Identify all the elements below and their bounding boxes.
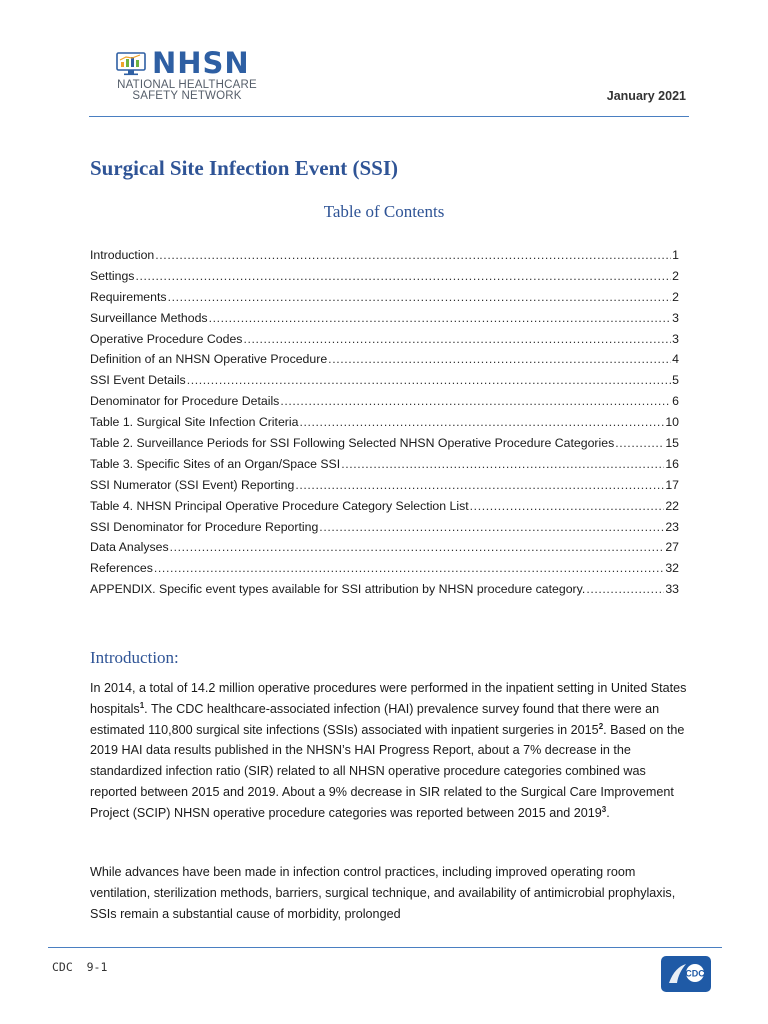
toc-entry-page: 3: [672, 310, 679, 325]
toc-dot-leader: [243, 329, 671, 350]
toc-dot-leader: [319, 517, 664, 538]
toc-dot-leader: [154, 558, 664, 579]
toc-dot-leader: [168, 287, 672, 308]
toc-entry-page: 22: [665, 498, 679, 513]
toc-entry-page: 33: [665, 582, 679, 597]
toc-entry[interactable]: [90, 349, 679, 370]
toc-entry-page: 16: [665, 456, 679, 471]
toc-entry[interactable]: [90, 391, 679, 412]
intro-text-b: . The CDC healthcare-associated infection (HAI) prevalence survey found that there were an estimated 110,800 surgical site infections (SSIs) associated with inpatient surgeries in 2015: [90, 701, 660, 737]
footer-divider: [48, 947, 722, 948]
toc-entry-label: Settings: [90, 268, 135, 283]
toc-entry-label: Table 4. NHSN Principal Operative Procedure Category Selection List: [90, 498, 469, 513]
monitor-chart-icon: [116, 52, 146, 76]
toc-entry-label: Definition of an NHSN Operative Procedure: [90, 352, 328, 367]
toc-entry-page: 5: [672, 373, 679, 388]
toc-entry[interactable]: [90, 329, 679, 350]
toc-entry[interactable]: [90, 475, 679, 496]
toc-entry-label: Table 1. Surgical Site Infection Criteria: [90, 415, 299, 430]
document-date: January 2021: [606, 89, 686, 103]
toc-entry[interactable]: [90, 266, 679, 287]
footer-page-label: CDC 9-1: [52, 960, 108, 974]
toc-entry-page: 1: [672, 248, 679, 262]
toc-entry[interactable]: [90, 558, 679, 579]
toc-entry-page: 2: [672, 268, 679, 283]
toc-dot-leader: [187, 370, 671, 391]
toc-entry[interactable]: [90, 308, 679, 329]
toc-entry-label: Requirements: [90, 289, 167, 304]
toc-dot-leader: [155, 245, 671, 266]
toc-entry-label: Operative Procedure Codes: [90, 331, 243, 346]
toc-entry-page: 17: [665, 477, 679, 492]
toc-entry-page: 32: [665, 561, 679, 576]
nhsn-logo: [116, 46, 276, 106]
toc-entry-label: SSI Numerator (SSI Event) Reporting: [90, 477, 295, 492]
toc-entry[interactable]: [90, 245, 679, 266]
toc-dot-leader: [615, 433, 664, 454]
toc-entry-page: 23: [665, 519, 679, 534]
toc-dot-leader: [299, 412, 664, 433]
toc-dot-leader: [280, 391, 671, 412]
document-title: Surgical Site Infection Event (SSI): [90, 156, 399, 180]
toc-entry-page: 6: [672, 394, 679, 409]
introduction-paragraph-2: While advances have been made in infection control practices, including improved operating room ventilation, sterilization methods, barriers, surgical technique, and availability of antimicrobial prophylaxis, SSIs remain a substantial cause of morbidity, prolonged: [90, 865, 676, 921]
logo-subtitle-line1: NATIONAL HEALTHCARE: [117, 79, 257, 91]
cdc-logo-icon: [661, 956, 711, 992]
toc-entry-page: 27: [665, 540, 679, 555]
intro-text-a: In 2014, a total of 14.2 million operative procedures were performed in the inpatient setting in United States hospitals: [90, 681, 687, 716]
intro-text-c: . Based on the 2019 HAI data results published in the NHSN’s HAI Progress Report, about a 7% decrease in the standardized infection ratio (SIR) related to all NHSN operative procedure categories combined was reported between 2015 and 2019. About a 9% decrease in SIR related to the Surgical Care Improvement Project (SCIP) NHSN operative procedure categories was reported between 2015 and 2019: [90, 722, 685, 820]
toc-dot-leader: [209, 308, 672, 329]
toc-entry-label: SSI Event Details: [90, 373, 186, 388]
toc-entry[interactable]: [90, 579, 679, 600]
introduction-heading: Introduction:: [90, 648, 179, 667]
header-divider: [89, 116, 689, 117]
toc-entry-page: 15: [665, 436, 679, 451]
toc-entry-label: SSI Denominator for Procedure Reporting: [90, 519, 319, 534]
toc-entry-label: Surveillance Methods: [90, 310, 208, 325]
toc-dot-leader: [470, 496, 665, 517]
toc-entry-label: Table 3. Specific Sites of an Organ/Space SSI: [90, 456, 341, 471]
toc-dot-leader: [586, 579, 664, 600]
toc-entry-page: 10: [665, 415, 679, 430]
toc-entry[interactable]: [90, 433, 679, 454]
introduction-paragraph-1: [90, 678, 690, 824]
toc-dot-leader: [170, 537, 665, 558]
toc-entry-label: Table 2. Surveillance Periods for SSI Following Selected NHSN Operative Procedure Categories: [90, 436, 615, 451]
toc-entry-label: Introduction: [90, 248, 155, 262]
cdc-logo-text: CDC: [685, 968, 705, 979]
toc-dot-leader: [135, 266, 671, 287]
logo-subtitle: [116, 80, 258, 102]
toc-dot-leader: [341, 454, 664, 475]
toc-entry-label: References: [90, 561, 153, 576]
footnote-ref-2[interactable]: 2: [598, 721, 604, 731]
toc-dot-leader: [328, 349, 671, 370]
footnote-ref-3[interactable]: 3: [601, 804, 607, 814]
footnote-ref-1[interactable]: 1: [139, 700, 145, 710]
toc-entry[interactable]: [90, 454, 679, 475]
table-of-contents: [90, 245, 679, 600]
toc-entry-page: 4: [672, 352, 679, 367]
logo-subtitle-line2: SAFETY NETWORK: [132, 90, 242, 102]
toc-entry-page: 2: [672, 289, 679, 304]
toc-entry-page: 3: [672, 331, 679, 346]
toc-entry[interactable]: [90, 412, 679, 433]
toc-entry[interactable]: [90, 287, 679, 308]
intro-text-d: .: [606, 805, 610, 820]
toc-entry-label: Denominator for Procedure Details: [90, 394, 280, 409]
toc-entry[interactable]: [90, 496, 679, 517]
toc-entry[interactable]: [90, 517, 679, 538]
logo-wordmark: NHSN: [152, 46, 250, 80]
toc-dot-leader: [295, 475, 664, 496]
toc-entry[interactable]: [90, 537, 679, 558]
toc-entry-label: Data Analyses: [90, 540, 169, 555]
toc-heading: Table of Contents: [323, 202, 445, 221]
toc-entry-label: APPENDIX. Specific event types available for SSI attribution by NHSN procedure category.: [90, 582, 586, 597]
toc-entry[interactable]: [90, 370, 679, 391]
